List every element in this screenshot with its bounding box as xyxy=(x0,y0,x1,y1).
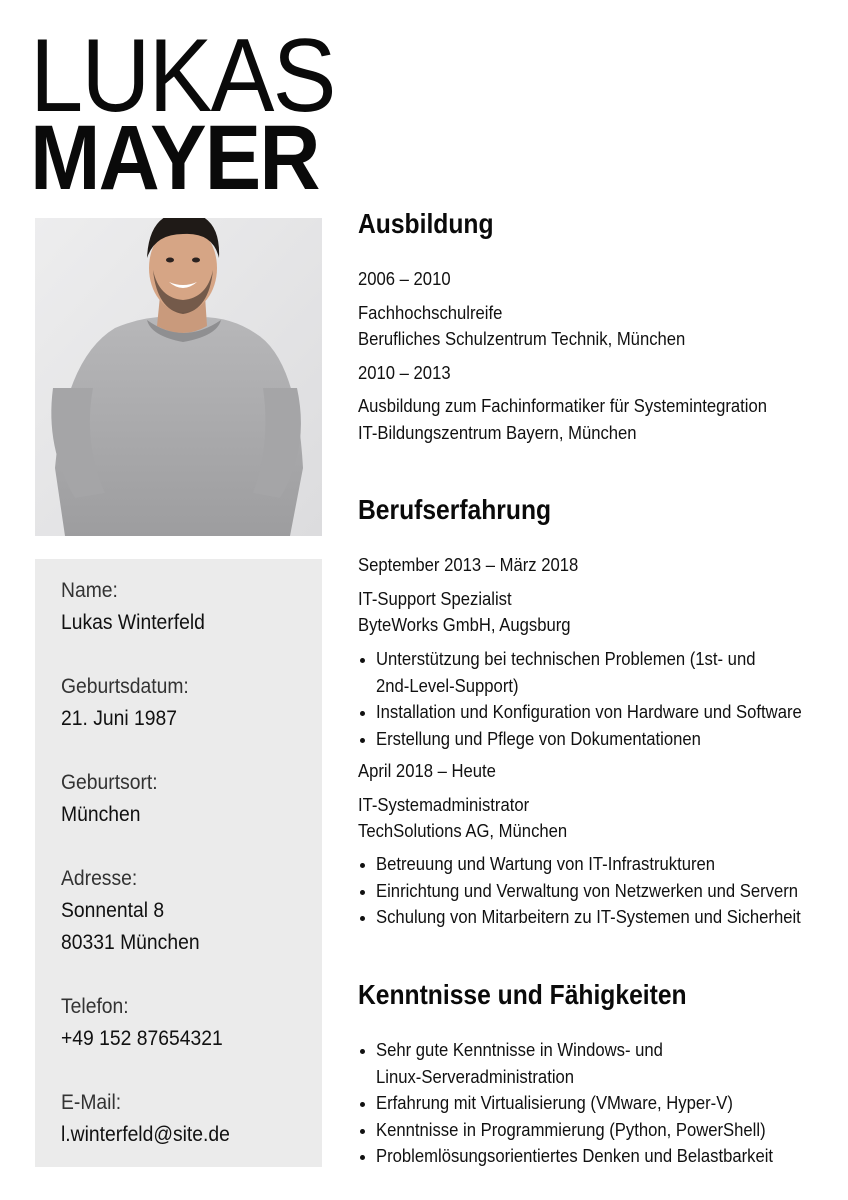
skill-item: Kenntnisse in Programmierung (Python, PowerShell) xyxy=(358,1117,817,1144)
name-value: Lukas Winterfeld xyxy=(61,611,205,634)
task-item: Erstellung und Pflege von Dokumentationen xyxy=(358,726,848,753)
portrait-photo xyxy=(35,218,322,536)
first-name: LUKAS xyxy=(30,18,335,134)
phone-label: Telefon: xyxy=(61,995,129,1018)
birthplace-label: Geburtsort: xyxy=(61,771,158,794)
skills-title: Kenntnisse und Fähigkeiten xyxy=(358,979,687,1010)
skills-list xyxy=(358,1037,817,1170)
education-period-1: 2006 – 2010 xyxy=(358,268,451,289)
address-label: Adresse: xyxy=(61,867,138,890)
skill-item: Problemlösungsorientiertes Denken und Belastbarkeit xyxy=(358,1143,817,1170)
education-period-2: 2010 – 2013 xyxy=(358,362,451,383)
experience-title: Berufserfahrung xyxy=(358,494,552,525)
birthdate-label: Geburtsdatum: xyxy=(61,675,189,698)
education-title: Ausbildung xyxy=(358,208,494,239)
address-field xyxy=(61,863,212,959)
experience-role-2: IT-Systemadministrator xyxy=(358,794,530,815)
skill-item: Erfahrung mit Virtualisierung (VMware, Hyper-V) xyxy=(358,1090,817,1117)
birthplace-field xyxy=(61,767,166,831)
address-line1: Sonnental 8 xyxy=(61,899,165,922)
name-field xyxy=(61,575,217,639)
phone-field xyxy=(61,991,237,1055)
portrait-icon xyxy=(35,218,322,536)
email-label: E-Mail: xyxy=(61,1091,122,1114)
skill-item: Sehr gute Kenntnisse in Windows- und Linux-Serveradministration xyxy=(358,1037,817,1090)
experience-period-1: September 2013 – März 2018 xyxy=(358,554,579,575)
name-label: Name: xyxy=(61,579,118,602)
email-value: l.winterfeld@site.de xyxy=(61,1123,230,1146)
birthplace-value: München xyxy=(61,803,141,826)
email-field xyxy=(61,1087,245,1151)
task-item: Installation und Konfiguration von Hardware und Software xyxy=(358,699,848,726)
task-item: Betreuung und Wartung von IT-Infrastrukturen xyxy=(358,851,848,878)
task-item: Einrichtung und Verwaltung von Netzwerken und Servern xyxy=(358,878,848,905)
task-item: Schulung von Mitarbeitern zu IT-Systemen und Sicherheit xyxy=(358,904,848,931)
last-name: MAYER xyxy=(30,107,319,209)
phone-value: +49 152 87654321 xyxy=(61,1027,223,1050)
birthdate-value: 21. Juni 1987 xyxy=(61,707,178,730)
education-degree-2: Ausbildung zum Fachinformatiker für Systemintegration xyxy=(358,395,768,416)
experience-tasks-1 xyxy=(358,646,848,752)
birthdate-field xyxy=(61,671,200,735)
experience-company-1: ByteWorks GmbH, Augsburg xyxy=(358,614,571,635)
education-school-2: IT-Bildungszentrum Bayern, München xyxy=(358,422,637,443)
task-item: Unterstützung bei technischen Problemen (1st- und 2nd-Level-Support) xyxy=(358,646,848,699)
experience-tasks-2 xyxy=(358,851,848,931)
address-line2: 80331 München xyxy=(61,931,200,954)
education-degree-1: Fachhochschulreife xyxy=(358,302,503,323)
personal-info-panel xyxy=(35,559,322,1167)
education-school-1: Berufliches Schulzentrum Technik, München xyxy=(358,328,686,349)
experience-period-2: April 2018 – Heute xyxy=(358,760,496,781)
experience-company-2: TechSolutions AG, München xyxy=(358,820,568,841)
experience-role-1: IT-Support Spezialist xyxy=(358,588,512,609)
